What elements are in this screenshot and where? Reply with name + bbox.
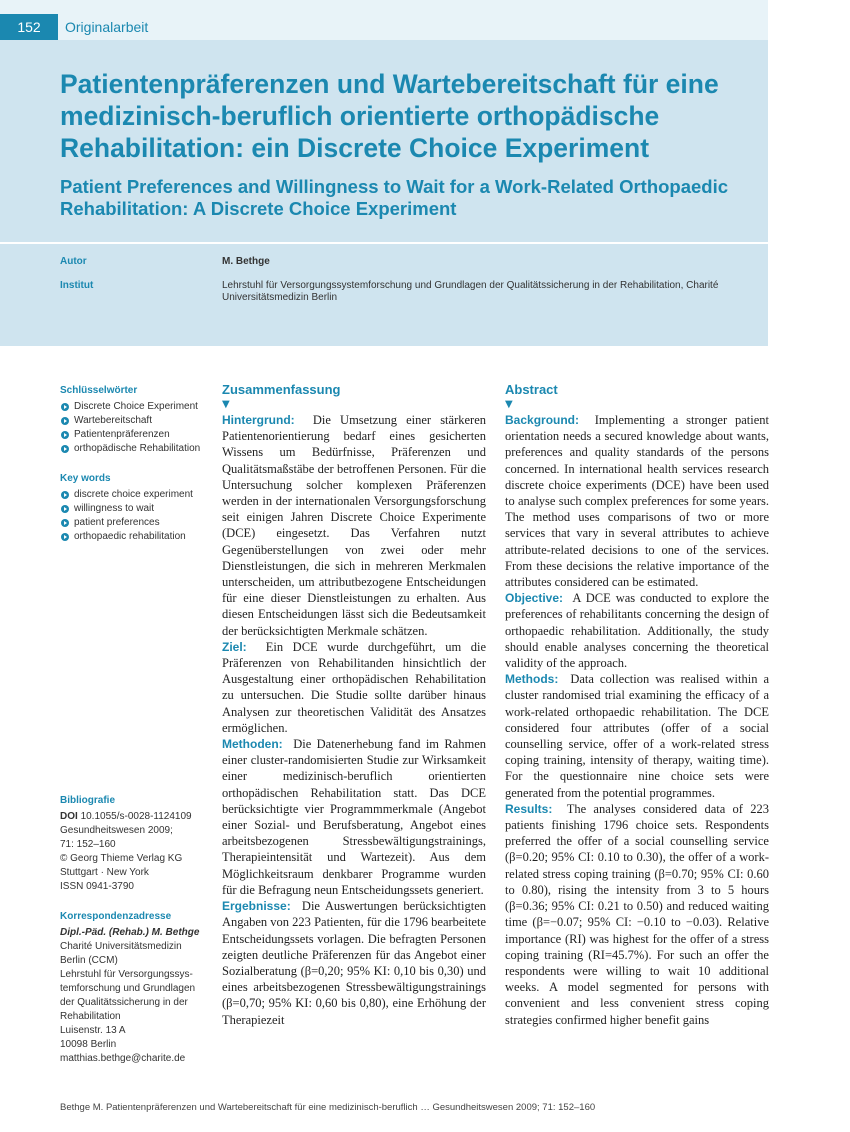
- bibliography-block: Bibliografie DOI 10.1055/s-0028-1124109 Gesundheitswesen 2009; 71: 152–160 © Georg Thieme Verlag KG Stuttgart · New York ISSN 0941-3790: [60, 794, 210, 894]
- institute-text: Lehrstuhl für Versorgungssystemforschung und Grundlagen der Qualitätssicherung in der Rehabilitation, Charité Universitätsmedizin Berlin: [222, 280, 719, 303]
- correspondence-name: Dipl.-Päd. (Rehab.) M. Bethge: [60, 927, 200, 938]
- institute-label: Institut: [60, 280, 94, 291]
- keyword-item: patient preferences: [60, 516, 210, 530]
- correspondence-heading: Korrespondenzadresse: [60, 911, 172, 922]
- keyword-item: Wartebereitschaft: [60, 414, 210, 428]
- keyword-item: willingness to wait: [60, 502, 210, 516]
- bullet-arrow-icon: [61, 417, 69, 425]
- title-english: Patient Preferences and Willingness to Wait for a Work-Related Orthopaedic Rehabilitation: A Discrete Choice Experiment: [60, 176, 729, 219]
- abstract-column: [505, 382, 769, 1028]
- title-german: Patientenpräferenzen und Wartebereitschaft für eine medizinisch-beruflich orientierte orthopädische Rehabilitation: ein Discrete Choice Experiment: [60, 69, 719, 163]
- bullet-arrow-icon: [61, 403, 69, 411]
- paragraph: Hintergrund: Die Umsetzung einer stärkeren Patientenorientierung bedarf eines gesicherten Wissens um Bedürfnisse, Präferenzen und Qualitätsmaßstäbe der betroffenen Personen. Für die Untersuchung solcher komplexen Präferenzen werden in der internationalen Versorgungsforschung seit einigen Jahren Discrete Choice Experimente (DCE) eingesetzt. Das Verfahren nutzt Gegenüberstellungen von zwei oder mehr Dienstleistungen, die sich in mehreren Merkmalen unterscheiden, um attributbezogene Entscheidungen für eine dieser Dienstleistungen zu erhalten. Aus diesen Entscheidungen lässt sich die Bedeutsamkeit der berücksichtigten Merkmale schätzen.: [222, 413, 486, 638]
- bibliography-heading: Bibliografie: [60, 795, 116, 806]
- zusammenfassung-heading: Zusammenfassung: [222, 382, 341, 397]
- bullet-arrow-icon: [61, 431, 69, 439]
- keywords-de-list: [60, 400, 210, 456]
- doi-link[interactable]: 10.1055/s-0028-1124109: [80, 811, 192, 822]
- triangle-down-icon: ▼: [505, 399, 513, 410]
- keywords-en-list: [60, 488, 210, 544]
- keywords-en-heading: Key words: [60, 473, 111, 484]
- paragraph: Ergebnisse: Die Auswertungen berücksichtigten Angaben von 223 Patienten, für die 1796 bearbeitete Entscheidungssets vorlagen. Die befragten Personen zeigten deutliche Präferenzen für das Angebot einer Sozialberatung (β=0,20; 95% KI: 0,10 bis 0,30) und eines arbeitsbezogenen Stressbewältigungstrainings (β=0,70; 95% KI: 0,60 bis 0,80), eine Erhöhung der Therapiezeit: [222, 899, 487, 1027]
- keywords-de-heading: Schlüsselwörter: [60, 385, 138, 396]
- paragraph: Background: Implementing a stronger patient orientation needs a secured knowledge about wants, preferences and quality standards of the persons concerned. In international health services research discrete choice experiments (DCE) have been used to analyse such complex preferences for some years. The method uses comparisons of two or more services that vary in several attributes to achieve attribute-related decisions to one of the services. From these decisions the relative importance of the attributes considered can be estimated.: [505, 413, 769, 590]
- paragraph: Methoden: Die Datenerhebung fand im Rahmen einer cluster-randomisierten Studie zur Wirksamkeit einer medizinisch-beruflich orientierten orthopädischen Rehabilitation statt. Das DCE berücksichtigte vier Programmmerkmale (Angebot einer Sozial- und Berufsberatung, Angebot eines arbeitsbezogenen Stressbewältigungstrainings, Therapieintensität und Wartezeit). Aus dem Möglichkeitsraum denkbarer Programme wurden für die Befragung neun Entscheidungssets generiert.: [222, 737, 486, 897]
- keyword-item: Discrete Choice Experiment: [60, 400, 210, 414]
- paragraph: Ziel: Ein DCE wurde durchgeführt, um die Präferenzen von Rehabilitanden hinsichtlich der Ausgestaltung einer orthopädischen Rehabilitation zu untersuchen. Die Studie sollte darüber hinaus Analysen zur theoretischen Validität des Ansatzes ermöglichen.: [222, 639, 486, 735]
- bullet-arrow-icon: [61, 491, 69, 499]
- title-divider: [0, 242, 768, 244]
- correspondence-block: Korrespondenzadresse Dipl.-Päd. (Rehab.) M. Bethge Charité Universitätsmedizin Berlin (CCM) Lehrstuhl für Versorgungssys- temforschung und Grundlagen der Qualitätssicherung in der Rehabilitation Luisenstr. 13 A 10098 Berlin matthias.bethge@charite.de: [60, 910, 210, 1066]
- keyword-item: Patientenpräferenzen: [60, 428, 210, 442]
- keyword-item: orthopaedic rehabilitation: [60, 530, 210, 544]
- keywords-de-block: [60, 384, 210, 456]
- doi-line: DOI 10.1055/s-0028-1124109: [60, 811, 192, 822]
- keyword-item: discrete choice experiment: [60, 488, 210, 502]
- section-label: Originalarbeit: [65, 19, 149, 35]
- bullet-arrow-icon: [61, 519, 69, 527]
- paragraph: Methods: Data collection was realised within a cluster randomised trial examining the efficacy of a work-related orthopaedic rehabilitation. The DCE considered four attributes (offer of a social counselling service, offer of a work-related stress coping training, intensity of therapy, waiting time). For the questionnaire nine choice sets were generated from the potential programmes.: [505, 672, 769, 800]
- keyword-item: orthopädische Rehabilitation: [60, 442, 210, 456]
- triangle-down-icon: ▼: [222, 399, 230, 410]
- page-number: 152: [0, 14, 58, 40]
- email-link[interactable]: matthias.bethge@charite.de: [60, 1053, 186, 1064]
- zusammenfassung-column: [222, 382, 486, 1028]
- bullet-arrow-icon: [61, 533, 69, 541]
- keywords-en-block: [60, 472, 210, 544]
- bullet-arrow-icon: [61, 445, 69, 453]
- author-name: M. Bethge: [222, 256, 270, 267]
- paragraph: Results: The analyses considered data of 223 patients finishing 1796 choice sets. Respondents preferred the offer of a social counselling service (β=0.20; 95% CI: 0.10 to 0.30), the offer of a work-related stress coping training (β=0.70; 95% CI: 0.60 to 0.80), rising the intensity from 3 to 5 hours (β=0.36; 95% CI: 0.21 to 0.50) and reduced waiting time (β=−0.07; 95% CI: −0.10 to −0.03). Relative importance (RI) was highest for the offer of a stress coping training (RI=45.7%). For such an offer the respondents were willing to wait 10 additional weeks. A model segmented for persons with convenient and less convenient stress coping strategies confirmed higher benefit gains: [505, 801, 769, 1027]
- footer-citation: Bethge M. Patientenpräferenzen und Wartebereitschaft für eine medizinisch-beruflich … Gesundheitswesen 2009; 71: 152–160: [60, 1102, 596, 1113]
- bullet-arrow-icon: [61, 505, 69, 513]
- paragraph: Objective: A DCE was conducted to explore the preferences of rehabilitants concerning the design of orthopaedic rehabilitation. Additionally, the study should enable analyses concerning the theoretical validity of the approach.: [505, 591, 770, 671]
- abstract-heading: Abstract: [505, 382, 558, 397]
- author-label: Autor: [60, 256, 87, 267]
